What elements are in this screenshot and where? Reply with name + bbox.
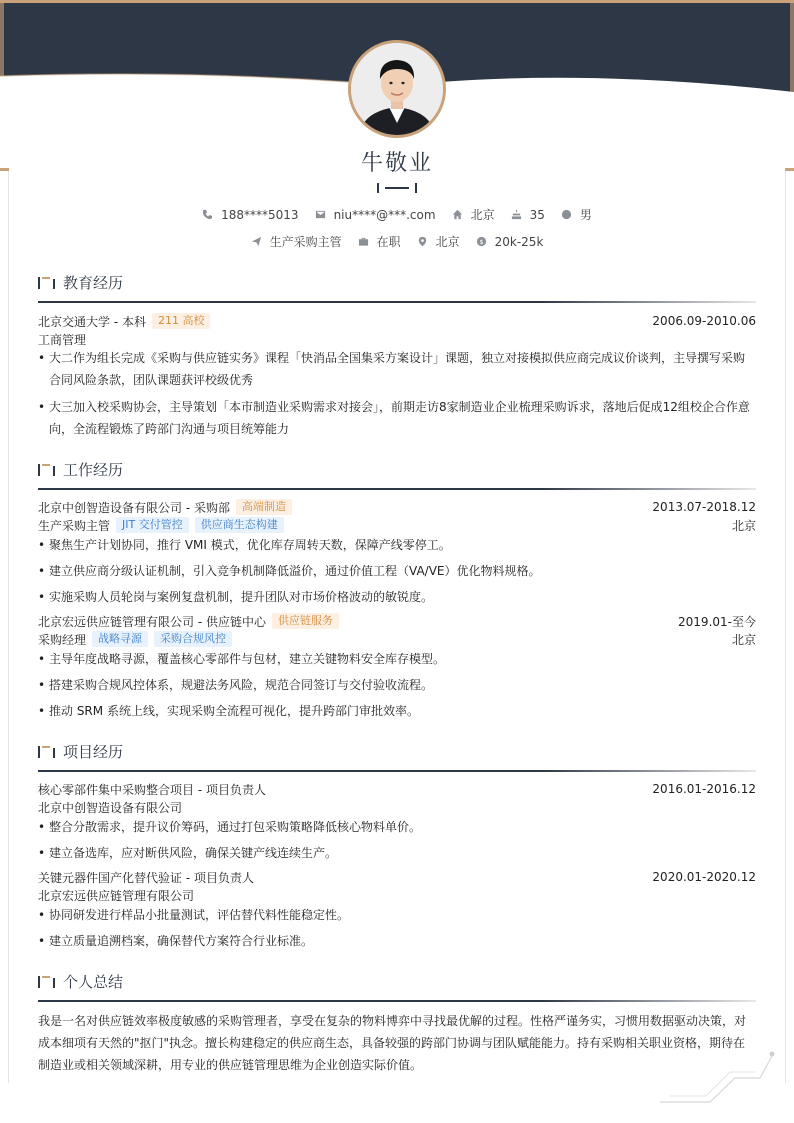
list-item: • 大二作为组长完成《采购与供应链实务》课程「快消品全国集采方案设计」课题，独立对接模拟供应商完成议价谈判，主导撰写采购合同风险条款，团队课题获评校级优秀 <box>38 347 756 391</box>
side-rule-right <box>785 171 786 1083</box>
send-icon <box>251 236 262 247</box>
major: 工商管理 <box>38 332 87 347</box>
age-info: 35 <box>511 206 545 223</box>
school-tag: 211 高校 <box>152 313 211 329</box>
section-title-education: 教育经历 <box>38 272 123 293</box>
target-city-info: 北京 <box>417 233 460 250</box>
job-city: 北京 <box>731 518 756 533</box>
list-item: • 整合分散需求，提升议价筹码，通过打包采购策略降低核心物料单价。 <box>38 816 756 838</box>
summary-text: 我是一名对供应链效率极度敏感的采购管理者，享受在复杂的物料博弈中寻找最优解的过程。性格严谨务实，习惯用数据驱动决策，对成本细项有天然的"抠门"执念。擅长构建稳定的供应商生态，具备较强的跨部门协调与团队赋能能力。持有采购相关职业资格，期待在制造业或相关领域深耕，用专业的供应链管理思维为企业创造实际价值。 <box>38 1014 747 1072</box>
section-rule <box>38 1000 756 1002</box>
location-icon <box>417 236 428 247</box>
section-rule <box>38 770 756 772</box>
project-company: 北京宏远供应链管理有限公司 <box>38 888 195 903</box>
money-icon <box>476 236 487 247</box>
phone-info: 188****5013 <box>202 206 298 223</box>
project-company: 北京中创智造设备有限公司 <box>38 800 183 815</box>
project-name: 关键元器件国产化替代验证 - 项目负责人 <box>38 870 254 885</box>
name-divider-icon <box>375 182 419 194</box>
section-rule <box>38 301 756 303</box>
school-name: 北京交通大学 - 本科 <box>38 314 146 329</box>
status-info: 在职 <box>358 233 401 250</box>
corner-decoration-icon <box>660 1048 780 1108</box>
job-date: 2013.07-2018.12 <box>652 500 756 514</box>
gender-icon <box>561 209 572 220</box>
major-row <box>38 330 756 348</box>
section-marker-icon <box>38 276 55 290</box>
company-name: 北京中创智造设备有限公司 - 采购部 <box>38 500 230 515</box>
skill-tag: 采购合规风控 <box>154 631 232 647</box>
company-name: 北京宏远供应链管理有限公司 - 供应链中心 <box>38 614 266 629</box>
briefcase-icon <box>358 236 369 247</box>
phone-icon <box>202 209 213 220</box>
section-marker-icon <box>38 745 55 759</box>
section-title-work: 工作经历 <box>38 459 123 480</box>
project-company-row <box>38 886 756 904</box>
project-company-row <box>38 798 756 816</box>
skill-tag: 供应商生态构建 <box>195 517 284 533</box>
section-marker-icon <box>38 463 55 477</box>
email-info: niu****@***.com <box>315 206 436 223</box>
company-tag: 高端制造 <box>236 499 292 515</box>
list-item: • 搭建采购合规风控体系，规避法务风险，规范合同签订与交付验收流程。 <box>38 674 756 696</box>
list-item: • 协同研发进行样品小批量测试，评估替代料性能稳定性。 <box>38 904 756 926</box>
education-date: 2006.09-2010.06 <box>652 314 756 328</box>
home-icon <box>452 209 463 220</box>
company-tag: 供应链服务 <box>272 613 339 629</box>
education-entry <box>38 312 756 330</box>
job-header <box>38 612 756 630</box>
target-position-info: 生产采购主管 <box>251 233 342 250</box>
salary-info: $ 20k-25k <box>476 233 544 250</box>
job-position: 生产采购主管 <box>38 518 111 533</box>
project-header <box>38 780 756 798</box>
list-item: • 大三加入校采购协会，主导策划「本市制造业采购需求对接会」，前期走访8家制造业企业梳理采购诉求，落地后促成12组校企合作意向，全流程锻炼了跨部门沟通与项目统筹能力 <box>38 396 756 440</box>
avatar <box>348 40 446 138</box>
skill-tag: JIT 交付管控 <box>116 517 189 533</box>
project-date: 2020.01-2020.12 <box>652 870 756 884</box>
list-item: • 建立供应商分级认证机制，引入竞争机制降低溢价，通过价值工程（VA/VE）优化物料规格。 <box>38 560 756 582</box>
job-position-row <box>38 630 756 648</box>
project-date: 2016.01-2016.12 <box>652 782 756 796</box>
list-item: • 主导年度战略寻源，覆盖核心零部件与包材，建立关键物料安全库存模型。 <box>38 648 756 670</box>
project-header <box>38 868 756 886</box>
section-marker-icon <box>38 975 55 989</box>
job-date: 2019.01-至今 <box>678 614 756 629</box>
job-header <box>38 498 756 516</box>
job-position: 采购经理 <box>38 632 87 647</box>
list-item: • 聚焦生产计划协同，推行 VMI 模式，优化库存周转天数，保障产线零停工。 <box>38 534 756 556</box>
list-item: • 建立质量追溯档案，确保替代方案符合行业标准。 <box>38 930 756 952</box>
avatar-portrait-icon <box>351 43 443 135</box>
job-position-row <box>38 516 756 534</box>
contact-row <box>0 206 794 223</box>
svg-text:$: $ <box>479 237 484 246</box>
list-item: • 推动 SRM 系统上线，实现采购全流程可视化，提升跨部门审批效率。 <box>38 700 756 722</box>
section-rule <box>38 488 756 490</box>
mail-icon <box>315 209 326 220</box>
section-title-projects: 项目经历 <box>38 741 123 762</box>
project-name: 核心零部件集中采购整合项目 - 项目负责人 <box>38 782 266 797</box>
side-rule-left <box>8 171 9 1083</box>
job-city: 北京 <box>731 632 756 647</box>
hometown-info: 北京 <box>452 206 495 223</box>
cake-icon <box>511 209 522 220</box>
list-item: • 建立备选库，应对断供风险，确保关键产线连续生产。 <box>38 842 756 864</box>
section-title-summary: 个人总结 <box>38 971 123 992</box>
skill-tag: 战略寻源 <box>92 631 148 647</box>
gender-info: 男 <box>561 206 592 223</box>
list-item: • 实施采购人员轮岗与案例复盘机制，提升团队对市场价格波动的敏锐度。 <box>38 586 756 608</box>
candidate-name: 牛敬业 <box>360 151 433 176</box>
intention-row <box>0 233 794 250</box>
